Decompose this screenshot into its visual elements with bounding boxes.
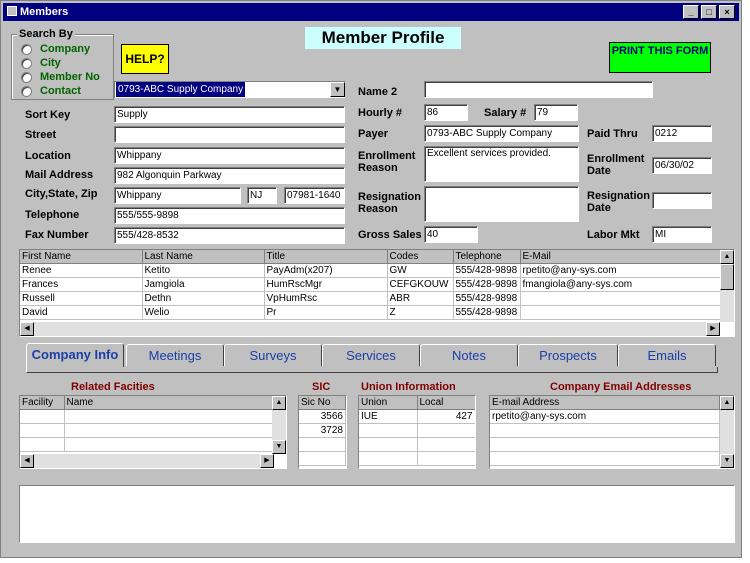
radio-city[interactable]: City xyxy=(21,57,61,69)
sic-title: SIC xyxy=(312,381,331,393)
table-row[interactable] xyxy=(20,423,274,437)
col-last-name[interactable]: Last Name xyxy=(142,250,264,263)
sort-key-label: Sort Key xyxy=(25,109,71,121)
tab-strip xyxy=(26,344,718,368)
scroll-right-icon[interactable]: ▶ xyxy=(260,454,274,468)
col-facility[interactable]: Facility xyxy=(20,396,64,409)
radio-company[interactable]: Company xyxy=(21,43,90,55)
contacts-vertical-scrollbar[interactable] xyxy=(720,250,734,322)
sic-header-row xyxy=(299,396,346,409)
table-row[interactable] xyxy=(299,437,346,451)
state-field[interactable]: NJ xyxy=(247,187,277,204)
salary-field[interactable]: 79 xyxy=(534,104,578,121)
resignation-reason-field[interactable] xyxy=(424,186,579,222)
tab-company-info[interactable]: Company Info xyxy=(26,343,124,367)
facilities-horizontal-scrollbar[interactable] xyxy=(20,454,274,468)
scroll-left-icon[interactable]: ◀ xyxy=(20,454,34,468)
gross-sales-label: Gross Sales xyxy=(358,229,422,241)
paid-thru-label: Paid Thru xyxy=(587,128,638,140)
telephone-label: Telephone xyxy=(25,209,80,221)
col-email[interactable]: E-Mail xyxy=(520,250,720,263)
table-row[interactable] xyxy=(490,437,720,451)
title-bar xyxy=(3,3,739,21)
name2-field[interactable] xyxy=(424,81,653,98)
resignation-date-field[interactable] xyxy=(652,192,712,209)
hourly-label: Hourly # xyxy=(358,107,403,119)
union-header-row xyxy=(359,396,475,409)
col-first-name[interactable]: First Name xyxy=(20,250,142,263)
mail-address-field[interactable]: 982 Algonquin Parkway xyxy=(114,167,345,184)
maximize-button[interactable]: □ xyxy=(701,5,717,19)
table-row[interactable]: 3728 xyxy=(299,423,346,437)
table-row[interactable] xyxy=(299,451,346,465)
contacts-grid[interactable] xyxy=(19,249,735,337)
tab-panel xyxy=(26,367,718,373)
table-row[interactable]: Frances Jamgiola HumRscMgr CEFGKOUW 555/428-9898 fmangiola@any-sys.com xyxy=(20,277,720,291)
table-row[interactable]: David Welio Pr Z 555/428-9898 xyxy=(20,305,720,319)
app-icon xyxy=(7,6,17,16)
window-title: Members xyxy=(20,6,69,18)
table-row[interactable] xyxy=(20,437,274,451)
scroll-up-icon[interactable]: ▲ xyxy=(720,396,734,410)
scroll-up-icon[interactable]: ▲ xyxy=(720,250,734,264)
table-row[interactable] xyxy=(490,451,720,465)
tab-prospects[interactable]: Prospects xyxy=(518,344,618,366)
telephone-field[interactable]: 555/555-9898 xyxy=(114,207,345,224)
scroll-thumb[interactable] xyxy=(720,264,734,290)
location-field[interactable]: Whippany xyxy=(114,147,345,164)
location-label: Location xyxy=(25,150,71,162)
name2-label: Name 2 xyxy=(358,86,398,98)
radio-dot xyxy=(21,72,32,83)
street-field[interactable] xyxy=(114,126,345,143)
search-by-label: Search By xyxy=(19,28,73,40)
paid-thru-field[interactable]: 0212 xyxy=(652,125,712,142)
hourly-field[interactable]: 86 xyxy=(424,104,468,121)
col-email-address[interactable]: E-mail Address xyxy=(490,396,720,409)
table-row[interactable]: rpetito@any-sys.com xyxy=(490,409,720,423)
table-row[interactable]: Russell Dethn VpHumRsc ABR 555/428-9898 xyxy=(20,291,720,305)
contacts-header-row xyxy=(20,250,720,263)
union-grid[interactable] xyxy=(358,395,476,469)
labor-mkt-label: Labor Mkt xyxy=(587,229,640,241)
contacts-horizontal-scrollbar[interactable] xyxy=(20,322,720,336)
table-row[interactable]: 3566 xyxy=(299,409,346,423)
tab-surveys[interactable]: Surveys xyxy=(224,344,322,366)
col-telephone[interactable]: Telephone xyxy=(453,250,520,263)
resignation-reason-label: Resignation Reason xyxy=(358,191,421,215)
mail-address-label: Mail Address xyxy=(25,169,94,181)
col-name[interactable]: Name xyxy=(64,396,274,409)
scroll-down-icon[interactable]: ▼ xyxy=(272,440,286,454)
tab-emails[interactable]: Emails xyxy=(618,344,716,366)
col-codes[interactable]: Codes xyxy=(387,250,453,263)
city-state-zip-label: City,State, Zip xyxy=(25,188,98,200)
city-field[interactable]: Whippany xyxy=(114,187,241,204)
facilities-header-row xyxy=(20,396,274,409)
radio-contact[interactable]: Contact xyxy=(21,85,81,97)
scroll-up-icon[interactable]: ▲ xyxy=(272,396,286,410)
resignation-date-label: Resignation Date xyxy=(587,190,650,214)
fax-label: Fax Number xyxy=(25,229,89,241)
col-local[interactable]: Local xyxy=(417,396,475,409)
table-row[interactable] xyxy=(359,437,475,451)
table-row[interactable] xyxy=(20,409,274,423)
sort-key-field[interactable]: Supply xyxy=(114,106,345,123)
scroll-down-icon[interactable]: ▼ xyxy=(720,454,734,468)
fax-field[interactable]: 555/428-8532 xyxy=(114,227,345,244)
minimize-button[interactable]: _ xyxy=(683,5,699,19)
radio-dot xyxy=(21,86,32,97)
col-sic-no[interactable]: Sic No xyxy=(299,396,346,409)
col-title[interactable]: Title xyxy=(264,250,387,263)
tab-services[interactable]: Services xyxy=(322,344,420,366)
company-select[interactable] xyxy=(114,81,345,98)
company-emails-title: Company Email Addresses xyxy=(550,381,692,393)
radio-member-no[interactable]: Member No xyxy=(21,71,100,83)
gross-sales-field[interactable]: 40 xyxy=(424,226,478,243)
facilities-vertical-scrollbar[interactable] xyxy=(272,396,286,454)
zip-field[interactable]: 07981-1640 xyxy=(284,187,345,204)
radio-dot xyxy=(21,58,32,69)
scroll-left-icon[interactable]: ◀ xyxy=(20,322,34,336)
enrollment-date-label: Enrollment Date xyxy=(587,153,645,177)
salary-label: Salary # xyxy=(484,107,527,119)
page-title: Member Profile xyxy=(305,27,461,49)
close-button[interactable]: × xyxy=(719,5,735,19)
sic-grid[interactable] xyxy=(298,395,347,469)
enrollment-reason-field[interactable]: Excellent services provided. xyxy=(424,146,579,182)
notes-memo-field[interactable] xyxy=(19,485,735,543)
emails-vertical-scrollbar[interactable] xyxy=(720,396,734,468)
print-form-button[interactable]: PRINT THIS FORM xyxy=(609,42,711,73)
emails-header-row xyxy=(490,396,720,409)
table-row[interactable] xyxy=(490,423,720,437)
related-facilities-grid[interactable] xyxy=(19,395,287,469)
table-row[interactable]: Renee Ketito PayAdm(x207) GW 555/428-9898 rpetito@any-sys.com xyxy=(20,263,720,277)
payer-field[interactable]: 0793-ABC Supply Company xyxy=(424,125,579,142)
chevron-down-icon[interactable]: ▼ xyxy=(330,82,345,97)
payer-label: Payer xyxy=(358,128,388,140)
tab-meetings[interactable]: Meetings xyxy=(126,344,224,366)
scroll-right-icon[interactable]: ▶ xyxy=(706,322,720,336)
company-select-value: 0793-ABC Supply Company xyxy=(118,84,244,95)
union-info-title: Union Information xyxy=(361,381,456,393)
table-row[interactable] xyxy=(359,423,475,437)
enrollment-date-field[interactable]: 06/30/02 xyxy=(652,157,712,174)
table-row[interactable]: IUE 427 xyxy=(359,409,475,423)
tab-notes[interactable]: Notes xyxy=(420,344,518,366)
enrollment-reason-label: Enrollment Reason xyxy=(358,150,416,174)
help-button[interactable]: HELP? xyxy=(121,44,169,74)
table-row[interactable] xyxy=(359,451,475,465)
street-label: Street xyxy=(25,129,57,141)
col-union[interactable]: Union xyxy=(359,396,417,409)
company-emails-grid[interactable] xyxy=(489,395,735,469)
labor-mkt-field[interactable]: MI xyxy=(652,226,712,243)
related-facilities-title: Related Facities xyxy=(71,381,155,393)
radio-dot xyxy=(21,44,32,55)
